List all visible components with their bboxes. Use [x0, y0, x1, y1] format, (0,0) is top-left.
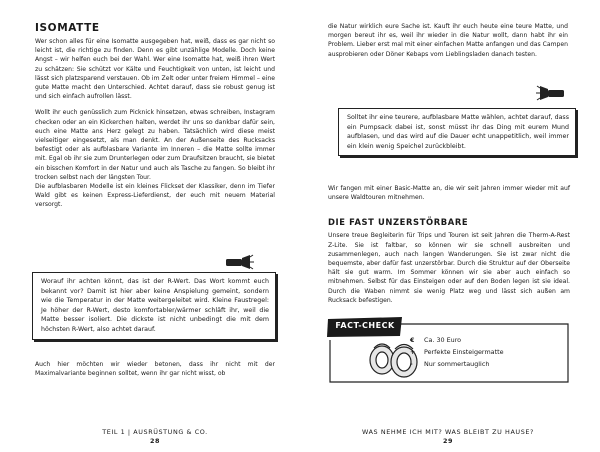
paragraph: Unsere treue Begleiterin für Trips und Touren ist seit Jahren die Therm-A-Rest Z-Lite. Sie ist faltbar, so können wir sie schnell ausbreiten und zusammenlegen, auch nach langen Wanderungen. Sie ist zwar nicht die bequemste, aber dafür fast unzerstörbar. Durch die Struktur auf der Oberseite hält sie gut warm. Im Sommer können wir sie aber auch einfach so mitnehmen. Selbst für das Einsteigen oder auf den Boden legen ist sie ideal. Durch die Waben nimmt sie wenig Platz weg und lässt sich außen am Rucksack befestigen. [328, 232, 570, 304]
page-number: 28 [149, 437, 161, 445]
footer-title: WAS NEHME ICH MIT? WAS BLEIBT ZU HAUSE? [362, 428, 534, 436]
fact-check-label: FACT-CHECK [335, 321, 395, 330]
section-heading-fast-unzerstoerbare: DIE FAST UNZERSTÖRBARE [328, 217, 469, 228]
paragraph: Wir fangen mit einer Basic-Matte an, die wir seit Jahren immer wieder mit auf unsere Waldtouren mitnehmen. [328, 185, 570, 202]
fact-item: + Perfekte Einsteigermatte [410, 348, 504, 356]
paragraph: Die aufblasbaren Modelle ist ein kleines Flickset der Klassiker, denn im Tiefer Wald gibt es keinen Express-Lieferdienst, der euch mit neuem Material versorgt. [35, 183, 275, 209]
tip-text: Solltet ihr eine teurere, aufblasbare Matte wählen, achtet darauf, dass ein Pumpsack dabei ist, sonst müsst ihr das Ding mit eurem Mund aufblasen, und das wird auf die Dauer echt unappetitlich, weil immer ein klein wenig Speichel zurückbleibt. [347, 114, 569, 150]
paragraph: Auch hier möchten wir wieder betonen, dass ihr nicht mit der Maximalvariante beginnen solltet, wenn ihr gar nicht wisst, ob [35, 361, 275, 378]
page-footer [35, 428, 275, 446]
right-page [300, 0, 600, 452]
section-heading-isomatte: ISOMATTE [35, 22, 100, 34]
right-middle [328, 184, 570, 305]
page-footer [328, 428, 568, 446]
left-closing [35, 360, 275, 378]
paragraph: die Natur wirklich eure Sache ist. Kauft ihr euch heute eine teure Matte, und morgen bereut ihr es, weil ihr wieder in die Natur wollt, dann habt ihr ein Problem. Lieber erst mal mit einer einfachen Matte anfangen und das Campen ausprobieren oder Döner Kebaps vom Lieblingsladen danach testen. [328, 23, 568, 58]
tip-box [338, 108, 576, 156]
paragraph: Wollt ihr euch genüsslich zum Picknick hinsetzen, etwas schreiben, Instagram checken oder an ein Kickerchen halten, werdet ihr uns so dankbar dafür sein, euch eine Matte ans Herz gelegt zu haben. Tatsächlich wird diese meist vielseitiger eingesetzt, als man denkt. An der Außenseite des Rucksacks befestigt oder als aufblasbare Variante im Inneren – die Matte sollte immer mit. Egal ob ihr sie zum Drunterlegen oder zum Draufsitzen braucht, sie bietet ein bisschen Komfort in der Natur und auch als Tasche zu fangen. So bleibt ihr trocken selbst nach der längsten Tour. [35, 109, 275, 181]
fact-list [410, 334, 504, 370]
tip-box [32, 272, 276, 340]
fact-item: - Nur sommertauglich [410, 360, 490, 368]
flashlight-icon [224, 254, 254, 270]
left-column [35, 22, 275, 210]
right-column [328, 22, 568, 59]
tip-text: Worauf ihr achten könnt, das ist der R-Wert. Das Wort kommt euch bekannt vor? Damit ist hier aber keine Anspielung gemeint, sondern wie die Temperatur in der Matte weitergeleitet wird. Kleine Faustregel: Je höher der R-Wert, desto komfortabler/wärmer schläft ihr, weil die Matte besser isoliert. Die dickste ist nicht unbedingt die mit dem höchsten R-Wert, also achtet darauf. [41, 278, 269, 333]
paragraph: Wer schon alles für eine Isomatte ausgegeben hat, weiß, dass es gar nicht so leicht ist, die richtige zu finden. Denn es gibt unzählige Modelle. Doch keine Angst – wir helfen euch bei der Wahl. Wer eine Isomatte hat, weiß ihren Wert zu schätzen: Sie schützt vor Kälte und Feuchtigkeit von unten, ist leicht und lässt sich platzsparend verstauen. Ob im Zelt oder unter freiem Himmel – eine gute Matte macht den Unterschied. Achtet darauf, dass sie robust genug ist und sich einfach aufrollen lässt. [35, 38, 275, 101]
flashlight-icon [536, 85, 566, 101]
fact-item: € Ca. 30 Euro [410, 336, 462, 344]
footer-title: TEIL 1 | AUSRÜSTUNG & CO. [102, 428, 208, 436]
page-number: 29 [442, 437, 454, 445]
